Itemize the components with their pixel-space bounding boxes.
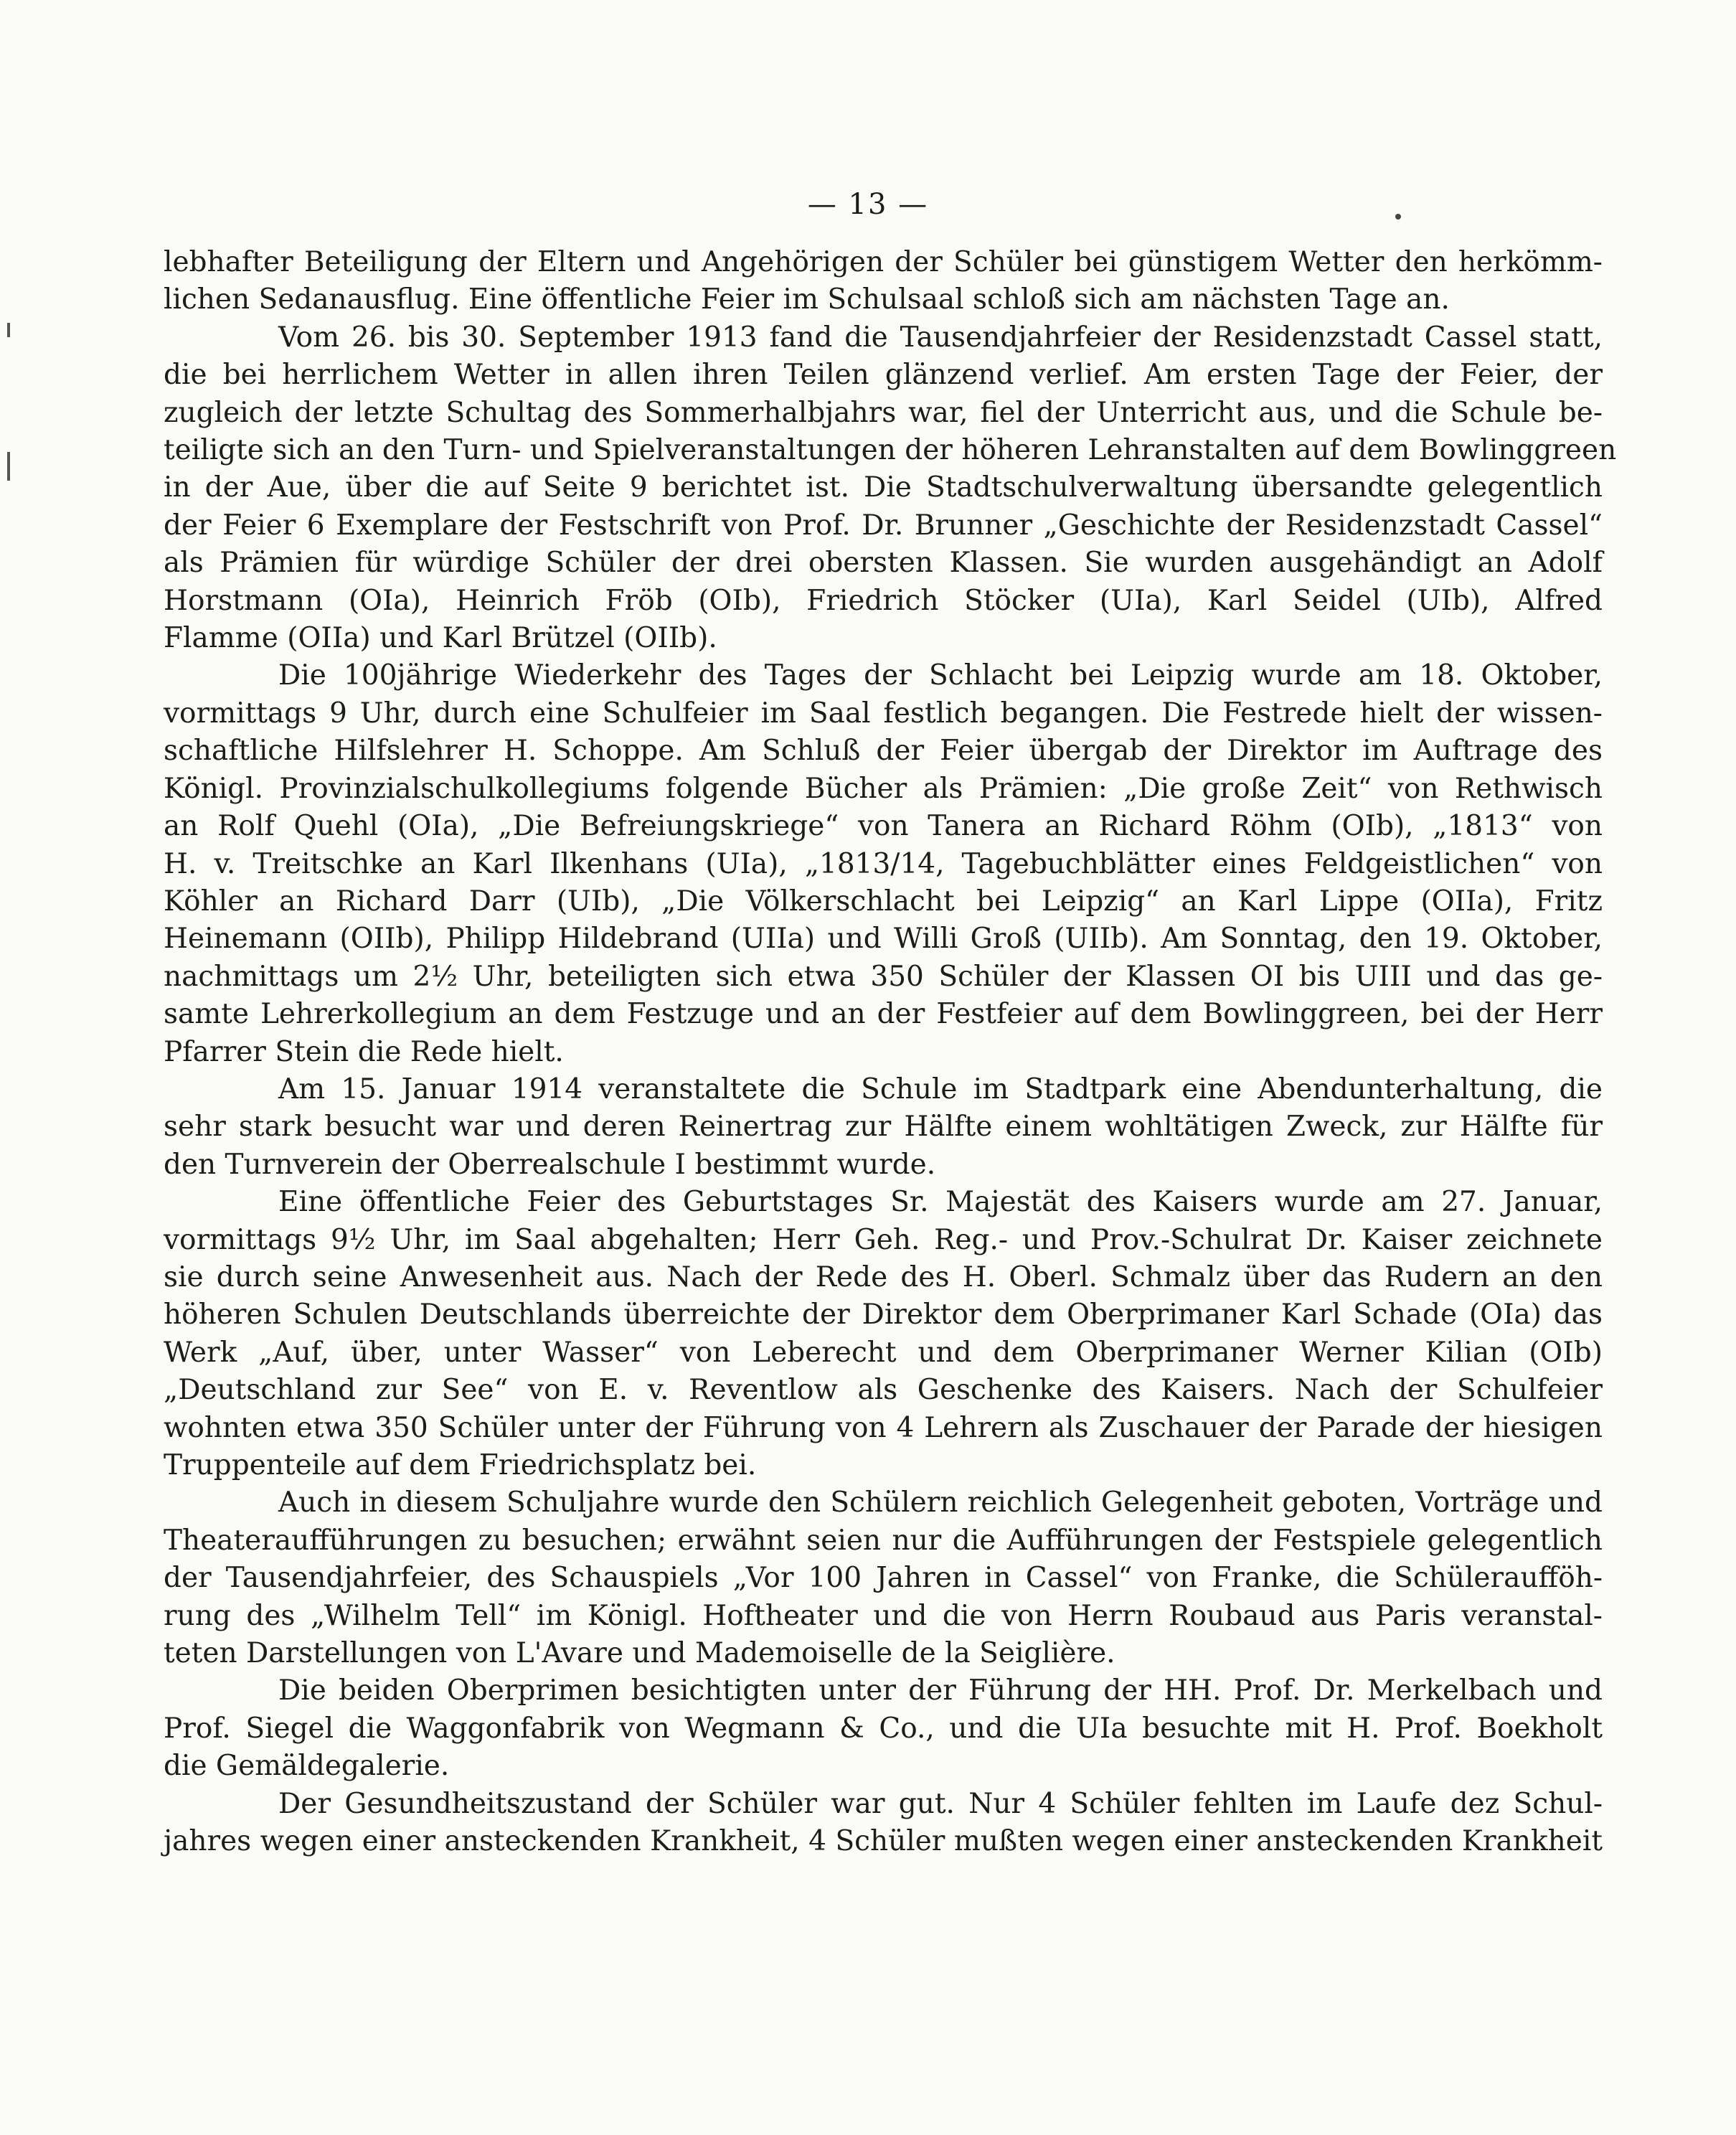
text-line: vormittags 9½ Uhr, im Saal abgehalten; Herr Geh. Reg.- und Prov.-Schulrat Dr. Kaiser zeichnete: [164, 1223, 1603, 1256]
text-line: Vom 26. bis 30. September 1913 fand die Tausendjahrfeier der Residenzstadt Cassel statt,: [278, 321, 1603, 354]
text-line: schaftliche Hilfslehrer H. Schoppe. Am Schluß der Feier übergab der Direktor im Auftrage des: [164, 735, 1603, 768]
body-text: [164, 244, 1617, 1860]
text-line: zugleich der letzte Schultag des Sommerhalbjahrs war, fiel der Unterricht aus, und die Schule be-: [164, 396, 1603, 429]
text-line: die bei herrlichem Wetter in allen ihren Teilen glänzend verlief. Am ersten Tage der Feier, der: [164, 359, 1603, 392]
text-line: den Turnverein der Oberrealschule I bestimmt wurde.: [164, 1148, 936, 1181]
text-line: Köhler an Richard Darr (UIb), „Die Völkerschlacht bei Leipzig“ an Karl Lippe (OIIa), Fritz: [164, 885, 1603, 918]
text-line: an Rolf Quehl (OIa), „Die Befreiungskriege“ von Tanera an Richard Röhm (OIb), „1813“ von: [164, 810, 1603, 843]
margin-mark: [7, 323, 10, 337]
text-line: Am 15. Januar 1914 veranstaltete die Schule im Stadtpark eine Abendunterhaltung, die: [278, 1073, 1603, 1106]
text-line: samte Lehrerkollegium an dem Festzuge und an der Festfeier auf dem Bowlinggreen, bei der Herr: [164, 998, 1603, 1031]
text-line: Theateraufführungen zu besuchen; erwähnt seien nur die Aufführungen der Festspiele gelegentlich: [164, 1524, 1603, 1557]
text-line: der Tausendjahrfeier, des Schauspiels „Vor 100 Jahren in Cassel“ von Franke, die Schüleraufföh-: [164, 1562, 1603, 1595]
text-line: Prof. Siegel die Waggonfabrik von Wegmann & Co., und die UIa besuchte mit H. Prof. Boekholt: [164, 1712, 1603, 1745]
text-line: Die 100jährige Wiederkehr des Tages der Schlacht bei Leipzig wurde am 18. Oktober,: [278, 659, 1603, 692]
text-line: Eine öffentliche Feier des Geburtstages Sr. Majestät des Kaisers wurde am 27. Januar,: [278, 1186, 1603, 1219]
text-line: Pfarrer Stein die Rede hielt.: [164, 1035, 564, 1068]
text-line: Die beiden Oberprimen besichtigten unter der Führung der HH. Prof. Dr. Merkelbach und: [278, 1674, 1603, 1707]
margin-mark: [7, 452, 10, 481]
text-line: sehr stark besucht war und deren Reinertrag zur Hälfte einem wohltätigen Zweck, zur Hälfte für: [164, 1111, 1603, 1144]
text-line: Horstmann (OIa), Heinrich Fröb (OIb), Friedrich Stöcker (UIa), Karl Seidel (UIb), Alfred: [164, 584, 1603, 617]
text-line: teten Darstellungen von L'Avare und Mademoiselle de la Seiglière.: [164, 1637, 1115, 1670]
text-line: teiligte sich an den Turn- und Spielveranstaltungen der höheren Lehranstalten auf dem Bowlinggreen: [164, 434, 1617, 467]
text-line: sie durch seine Anwesenheit aus. Nach der Rede des H. Oberl. Schmalz über das Rudern an den: [164, 1260, 1603, 1293]
text-line: H. v. Treitschke an Karl Ilkenhans (UIa), „1813/14, Tagebuchblätter eines Feldgeistlichen“ von: [164, 847, 1603, 880]
text-line: als Prämien für würdige Schüler der drei obersten Klassen. Sie wurden ausgehändigt an Adolf: [164, 547, 1603, 580]
text-line: Auch in diesem Schuljahre wurde den Schülern reichlich Gelegenheit geboten, Vorträge und: [278, 1486, 1603, 1519]
text-line: Der Gesundheitszustand der Schüler war gut. Nur 4 Schüler fehlten im Laufe dez Schul-: [278, 1787, 1603, 1820]
text-line: höheren Schulen Deutschlands überreichte der Direktor dem Oberprimaner Karl Schade (OIa) das: [164, 1299, 1603, 1332]
text-line: Königl. Provinzialschulkollegiums folgende Bücher als Prämien: „Die große Zeit“ von Rethwisch: [164, 772, 1603, 805]
text-line: jahres wegen einer ansteckenden Krankheit, 4 Schüler mußten wegen einer ansteckenden Krankheit: [164, 1825, 1603, 1858]
text-line: rung des „Wilhelm Tell“ im Königl. Hoftheater und die von Herrn Roubaud aus Paris veranstal-: [164, 1599, 1603, 1632]
text-line: Flamme (OIIa) und Karl Brützel (OIIb).: [164, 622, 717, 655]
text-line: wohnten etwa 350 Schüler unter der Führung von 4 Lehrern als Zuschauer der Parade der hiesigen: [164, 1411, 1603, 1444]
text-line: die Gemäldegalerie.: [164, 1750, 450, 1783]
text-line: lebhafter Beteiligung der Eltern und Angehörigen der Schüler bei günstigem Wetter den herkömm-: [164, 246, 1603, 278]
text-line: nachmittags um 2½ Uhr, beteiligten sich etwa 350 Schüler der Klassen OI bis UIII und das ge-: [164, 960, 1603, 993]
text-line: lichen Sedanausflug. Eine öffentliche Feier im Schulsaal schloß sich am nächsten Tage an.: [164, 283, 1450, 316]
text-line: vormittags 9 Uhr, durch eine Schulfeier im Saal festlich begangen. Die Festrede hielt der wissen-: [164, 697, 1603, 730]
text-line: in der Aue, über die auf Seite 9 berichtet ist. Die Stadtschulverwaltung übersandte gelegentlich: [164, 471, 1603, 504]
text-line: „Deutschland zur See“ von E. v. Reventlow als Geschenke des Kaisers. Nach der Schulfeier: [164, 1374, 1603, 1407]
text-line: Truppenteile auf dem Friedrichsplatz bei.: [164, 1449, 757, 1481]
text-line: der Feier 6 Exemplare der Festschrift von Prof. Dr. Brunner „Geschichte der Residenzstadt Cassel“: [164, 509, 1603, 542]
text-line: Heinemann (OIIb), Philipp Hildebrand (UIIa) und Willi Groß (UIIb). Am Sonntag, den 19. Oktober,: [164, 923, 1603, 956]
page-number: — 13 —: [807, 188, 929, 221]
text-line: Werk „Auf, über, unter Wasser“ von Leberecht und dem Oberprimaner Werner Kilian (OIb): [164, 1336, 1603, 1369]
